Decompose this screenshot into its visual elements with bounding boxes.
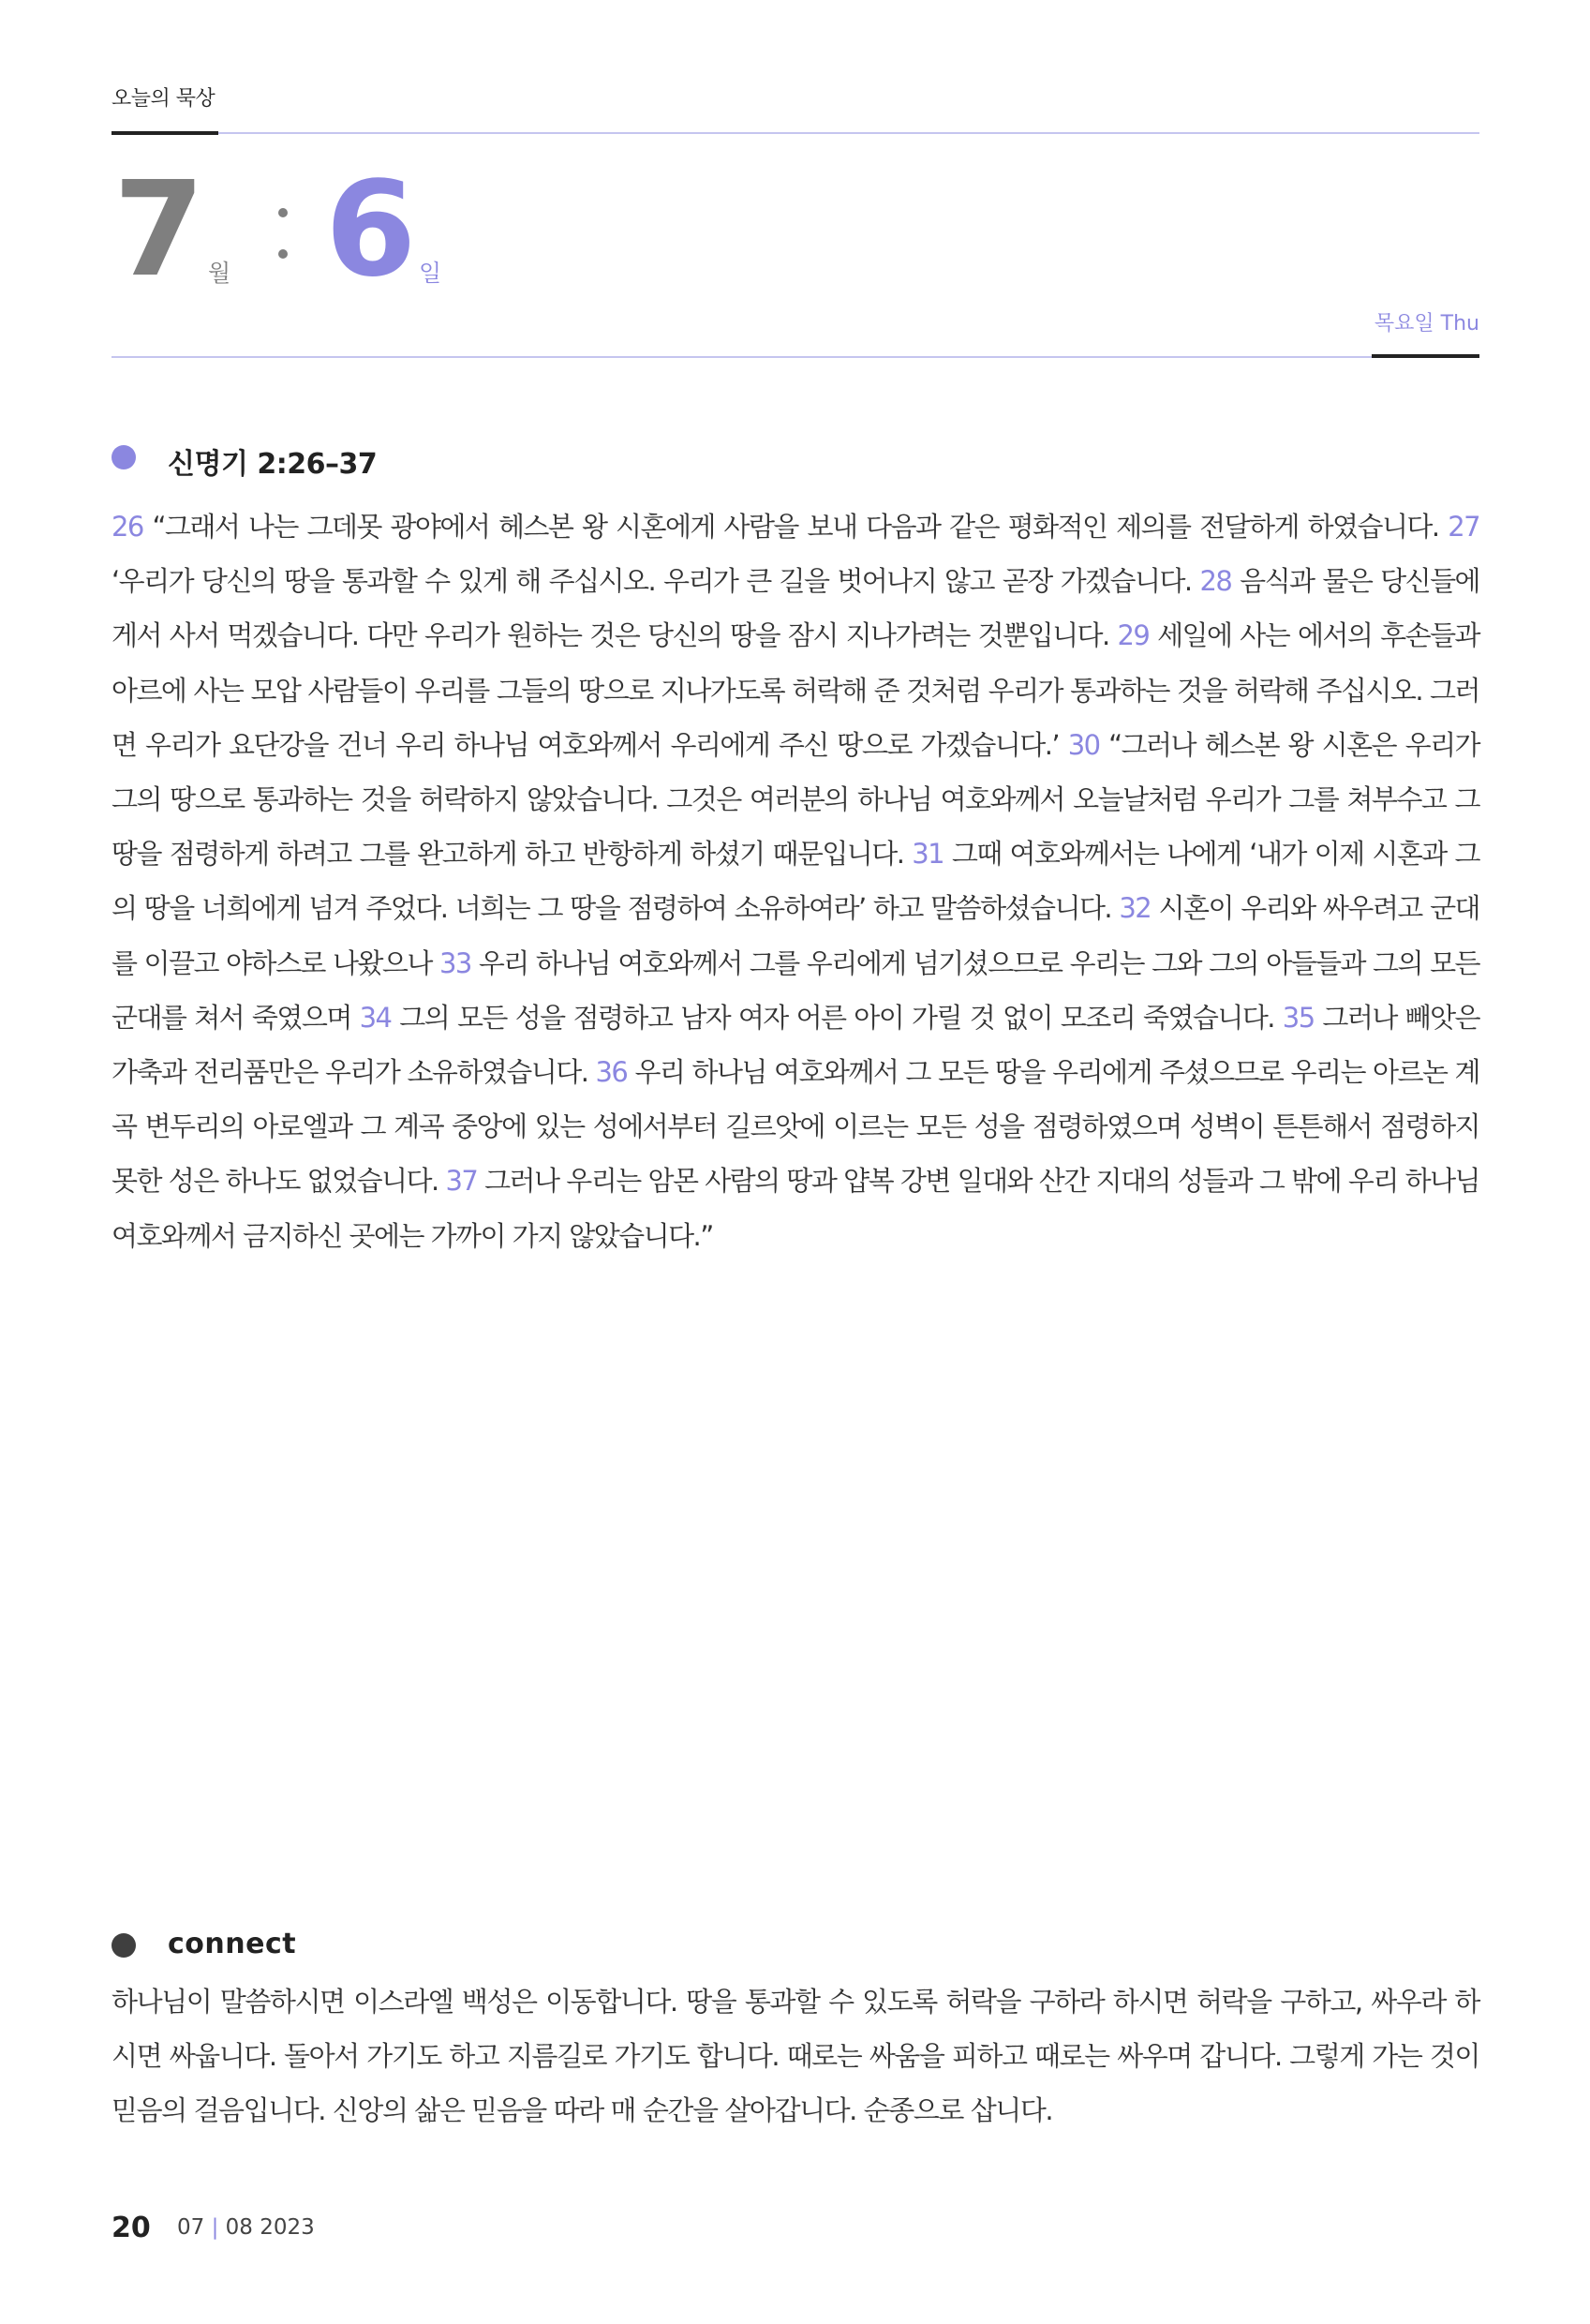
page-number: 20 — [111, 2212, 151, 2244]
verse-text: “그러나 헤스본 왕 시혼은 우리가 그의 땅으로 통과하는 것을 허락하지 않았습니다. 그것은 여러분의 하나님 여호와께서 오늘날처럼 우리가 그를 쳐부수고 그 땅을 점령하게 하려고 그를 완고하게 하고 반항하게 하셨기 때문입니다. — [111, 728, 1479, 871]
verse-number: 30 — [1067, 728, 1100, 761]
verse-text: ‘우리가 당신의 땅을 통과할 수 있게 해 주십시오. 우리가 큰 길을 벗어나지 않고 곧장 가겠습니다. — [111, 565, 1192, 598]
scripture-bullet-icon — [111, 445, 136, 469]
scripture-reference: 신명기 2:26–37 — [168, 448, 378, 481]
header-divider-accent — [111, 131, 218, 135]
connect-bullet-icon — [111, 1933, 136, 1958]
verse-number: 27 — [1448, 511, 1479, 543]
weekday-label: 목요일 Thu — [1374, 312, 1479, 335]
verse-text: 시혼이 우리와 싸우려고 군대를 이끌고 야하스로 나왔으나 — [111, 892, 1480, 979]
connect-title: connect — [168, 1928, 297, 1960]
issue-rest: 08 2023 — [225, 2215, 315, 2240]
verse-number: 26 — [111, 511, 143, 543]
verse-number: 28 — [1199, 565, 1232, 598]
date-divider-accent — [1372, 354, 1479, 358]
issue-months: 07 — [177, 2215, 205, 2240]
verse-number: 37 — [445, 1165, 478, 1198]
month-unit: 월 — [208, 260, 231, 287]
date-divider — [111, 356, 1479, 358]
month-number: 7 — [113, 154, 201, 306]
verse-text: 그의 모든 성을 점령하고 남자 여자 어른 아이 가릴 것 없이 모조리 죽였습니다. — [399, 1001, 1274, 1034]
issue-info — [177, 2215, 315, 2240]
verse-number: 35 — [1282, 1001, 1315, 1034]
verse-text: “그래서 나는 그데못 광야에서 헤스본 왕 시혼에게 사람을 보내 다음과 같은 평화적인 제의를 전달하게 하였습니다. — [152, 511, 1439, 543]
verse-text: 우리 하나님 여호와께서 그 모든 땅을 우리에게 주셨으므로 우리는 아르논 계곡 변두리의 아로엘과 그 계곡 중앙에 있는 성에서부터 길르앗에 이르는 모든 성을 점령하였으며 성벽이 튼튼해서 점령하지 못한 성은 하나도 없었습니다. — [111, 1056, 1479, 1198]
verse-number: 31 — [912, 838, 944, 871]
connect-body: 하나님이 말씀하시면 이스라엘 백성은 이동합니다. 땅을 통과할 수 있도록 허락을 구하라 하시면 허락을 구하고, 싸우라 하시면 싸웁니다. 돌아서 가기도 하고 지름길로 가기도 합니다. 때로는 싸움을 피하고 때로는 싸우며 갑니다. 그렇게 가는 것이 믿음의 걸음입니다. 신앙의 삶은 믿음을 따라 매 순간을 살아갑니다. 순종으로 삽니다. — [111, 1986, 1479, 2127]
scripture-text — [111, 499, 1479, 1263]
verse-number: 36 — [595, 1056, 628, 1089]
verse-text: 우리 하나님 여호와께서 그를 우리에게 넘기셨으므로 우리는 그와 그의 아들들과 그의 모든 군대를 쳐서 죽였으며 — [111, 946, 1479, 1034]
verse-text: 그때 여호와께서는 나에게 ‘내가 이제 시혼과 그의 땅을 너희에게 넘겨 주었다. 너희는 그 땅을 점령하여 소유하여라’ 하고 말씀하셨습니다. — [111, 838, 1480, 925]
section-label: 오늘의 묵상 — [111, 87, 215, 111]
verse-number: 34 — [359, 1001, 392, 1034]
header-divider — [111, 132, 1479, 134]
date-colon-dot-bottom — [278, 249, 288, 259]
verse-text: 세일에 사는 에서의 후손들과 아르에 사는 모압 사람들이 우리를 그들의 땅으로 지나가도록 허락해 준 것처럼 우리가 통과하는 것을 허락해 주십시오. 그러면 우리가 요단강을 건너 우리 하나님 여호와께서 우리에게 주신 땅으로 가겠습니다.’ — [111, 619, 1480, 761]
verse-number: 32 — [1119, 892, 1152, 925]
verse-number: 33 — [438, 946, 471, 979]
verse-text: 그러나 우리는 암몬 사람의 땅과 얍복 강변 일대와 산간 지대의 성들과 그 밖에 우리 하나님 여호와께서 금지하신 곳에는 가까이 가지 않았습니다.” — [111, 1165, 1480, 1252]
day-number: 6 — [325, 154, 413, 306]
verse-text: 음식과 물은 당신들에게서 사서 먹겠습니다. 다만 우리가 원하는 것은 당신의 땅을 잠시 지나가려는 것뿐입니다. — [111, 565, 1480, 652]
day-unit: 일 — [419, 260, 442, 287]
verse-text: 그러나 빼앗은 가축과 전리품만은 우리가 소유하였습니다. — [111, 1001, 1480, 1089]
verse-number: 29 — [1117, 619, 1150, 652]
issue-separator: | — [211, 2215, 219, 2240]
date-colon-dot-top — [278, 208, 288, 217]
